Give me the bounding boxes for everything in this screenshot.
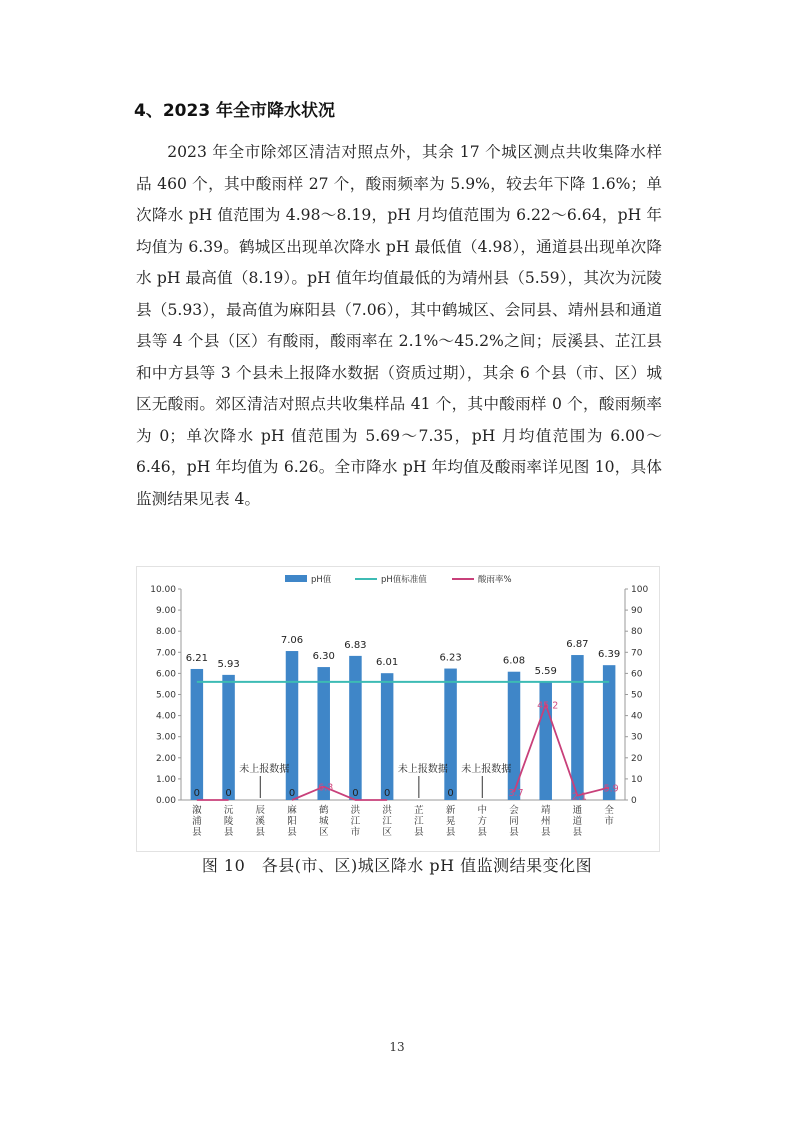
bar-value-label: 6.23 [439,652,462,664]
x-category-label-char: 同 [509,816,519,827]
x-category-label-char: 州 [540,816,551,827]
y-left-tick-label: 2.00 [155,753,176,764]
page-number: 13 [389,1040,405,1054]
y-left-tick-label: 9.00 [155,606,176,617]
bar-value-label: 5.93 [217,658,240,670]
x-category-label-char: 通 [572,805,583,816]
rate-value-label: 0 [352,788,359,799]
y-left-tick-label: 4.00 [155,711,176,722]
y-right-tick-label: 60 [631,669,643,680]
rate-value-label: 0 [225,788,232,799]
x-category-label-char: 晃 [445,816,456,827]
x-category-label-char: 县 [255,827,266,838]
rate-value-label: 3.7 [508,788,524,800]
y-right-tick-label: 10 [631,774,643,785]
x-category-label-char: 市 [350,827,361,838]
rate-value-label: 2.1 [571,791,587,803]
x-category-label-char: 新 [445,805,456,816]
x-category-label-char: 县 [445,827,456,838]
bar-value-label: 6.30 [312,651,335,663]
x-category-label-char: 区 [318,827,329,838]
x-category-label-char: 县 [287,827,297,838]
y-right-tick-label: 50 [631,690,643,701]
y-left-tick-label: 6.00 [155,669,176,680]
rate-value-label: 5.9 [603,783,619,795]
x-category-label-char: 溪 [255,816,266,827]
rate-value-label: 0 [383,788,391,799]
annotation-no-data: 未上报数据 [461,764,512,775]
legend-acid-rain-rate-label: 酸雨率% [478,575,512,585]
y-right-tick-label: 20 [631,753,643,764]
y-right-tick-label: 0 [631,796,637,806]
x-category-label-char: 江 [382,816,392,827]
x-category-label-char: 沅 [223,805,234,816]
x-category-label-char: 会 [509,805,519,816]
x-category-label-char: 县 [192,827,202,838]
rate-value-label: 0 [447,788,454,799]
bar-ph-value [444,669,457,800]
x-category-label-char: 县 [414,827,424,838]
y-left-tick-label: 10.00 [150,585,176,595]
body-paragraph: 2023 年全市除郊区清洁对照点外，其余 17 个城区测点共收集降水样品 460 个，其中酸雨样 27 个，酸雨频率为 5.9%，较去年下降 1.6%；单次降水 pH 值范围为 4.98～8.19，pH 月均值范围为 6.22～6.64，pH 年均值为 6.39。鹤城区出现单次降水 pH 最低值（4.98），通道县出现单次降水 pH 最高值（8.19）。pH 值年均值最低的为靖州县（5.59），其次为沅陵县（5.93），最高值为麻阳县（7.06），其中鹤城区、会同县、靖州县和通道县等 4 个县（区）有酸雨，酸雨率在 2.1%～45.2%之间；辰溪县、芷江县和中方县等 3 个县未上报降水数据（资质过期），其余 6 个县（市、区）城区无酸雨。郊区清洁对照点共收集样品 41 个，其中酸雨样 0 个，酸雨频率为 0；单次降水 pH 值范围为 5.69～7.35，pH 月均值范围为 6.00～6.46，pH 年均值为 6.26。全市降水 pH 年均值及酸雨率详见图 10，具体监测结果见表 4。 [136,143,662,508]
bar-value-label: 6.87 [566,639,589,651]
bar-ph-value [191,669,204,800]
y-left-tick-label: 0.00 [155,796,176,806]
x-category-label-char: 县 [223,827,234,838]
line-acid-rain-rate [292,787,387,800]
x-category-label-char: 县 [572,827,583,838]
x-category-label-char: 芷 [414,805,424,816]
bar-ph-value [222,675,235,800]
bar-ph-value [381,673,394,800]
bar-value-label: 6.08 [502,655,526,667]
bar-value-label: 6.21 [185,652,208,664]
x-category-label-char: 靖 [540,805,551,816]
x-category-label-char: 方 [477,816,488,827]
y-left-tick-label: 1.00 [155,774,176,785]
y-right-tick-label: 30 [631,732,643,743]
chart-svg [137,567,659,851]
bar-ph-value [603,665,616,800]
x-category-label-char: 鹤 [318,805,329,816]
rate-value-label: 45.2 [537,700,559,712]
y-right-tick-label: 100 [631,585,649,595]
x-category-label-char: 全 [604,805,614,816]
bar-ph-value [286,651,299,800]
annotation-no-data: 未上报数据 [397,764,448,775]
rate-value-label: 6.3 [318,782,334,794]
bar-value-label: 6.39 [598,649,621,661]
x-category-label-char: 洪 [350,805,361,816]
bar-value-label: 6.83 [344,639,367,651]
figure-chart [136,566,660,852]
y-right-tick-label: 80 [631,627,643,638]
x-category-label-char: 县 [477,827,488,838]
x-category-label-char: 县 [509,827,519,838]
y-left-tick-label: 8.00 [155,627,176,638]
x-category-label-char: 麻 [287,805,297,816]
y-left-tick-label: 7.00 [155,648,176,659]
y-right-tick-label: 70 [631,648,643,659]
body-text [136,137,662,515]
legend-ph-value-swatch [285,575,307,582]
x-category-label-char: 浦 [192,816,202,827]
y-right-tick-label: 40 [631,711,643,722]
y-right-tick-label: 90 [631,606,643,617]
x-category-label-char: 江 [350,816,361,827]
section-heading: 4、2023 年全市降水状况 [134,101,336,121]
legend-ph-value-label: pH值 [311,575,332,585]
x-category-label-char: 洪 [382,805,392,816]
line-acid-rain-rate [514,705,609,796]
x-category-label-char: 中 [477,805,488,816]
x-category-label-char: 辰 [255,805,266,816]
bar-value-label: 6.01 [376,657,399,669]
y-left-tick-label: 3.00 [155,732,176,743]
x-category-label-char: 陵 [223,816,234,827]
y-left-tick-label: 5.00 [155,690,176,701]
bar-ph-value [317,667,330,800]
x-category-label-char: 江 [414,816,424,827]
x-category-label-char: 道 [572,816,583,827]
x-category-label-char: 市 [604,816,614,827]
bar-value-label: 7.06 [280,635,304,647]
bar-ph-value [571,655,584,800]
x-category-label-char: 县 [540,827,551,838]
annotation-no-data: 未上报数据 [239,764,290,775]
x-category-label-char: 城 [318,816,329,827]
rate-value-label: 0 [193,788,201,799]
x-category-label-char: 区 [382,827,392,838]
bar-ph-value [349,656,362,800]
x-category-label-char: 阳 [287,816,297,827]
bar-value-label: 5.59 [534,666,557,678]
rate-value-label: 0 [288,788,296,799]
figure-caption: 图 10 各县(市、区)城区降水 pH 值监测结果变化图 [201,856,593,875]
x-category-label-char: 溆 [192,805,202,816]
legend-ph-standard-label: pH值标准值 [381,575,427,585]
